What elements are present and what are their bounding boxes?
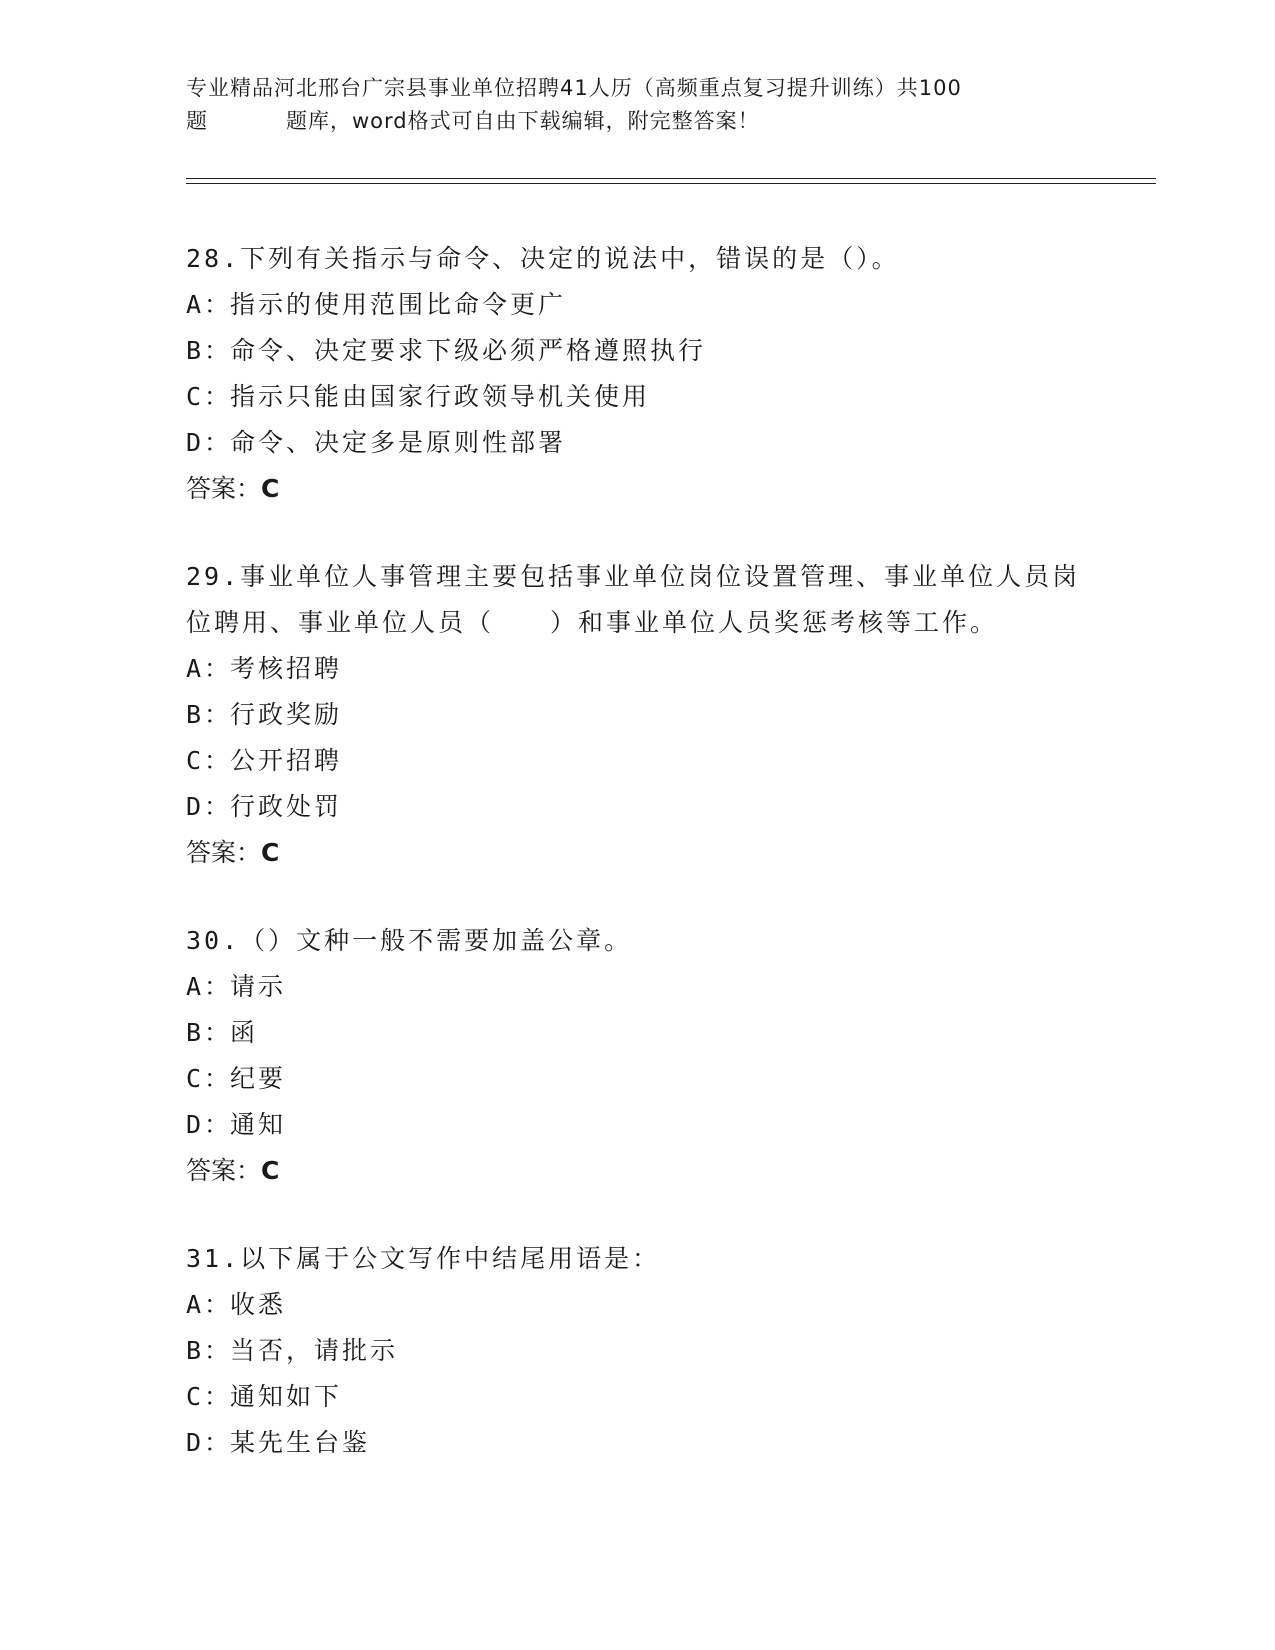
question-29 (186, 554, 1086, 876)
answer-value: C (261, 1156, 280, 1185)
option-text: 指示只能由国家行政领导机关使用 (230, 382, 651, 411)
option-text: 行政处罚 (230, 792, 343, 821)
header-line-2-tail: 题库，word格式可自由下载编辑，附完整答案！ (286, 109, 760, 133)
option-c (186, 1056, 1086, 1102)
option-label: C： (186, 1064, 233, 1093)
answer (186, 466, 1086, 512)
option-label: B： (186, 336, 233, 365)
question-text: 30.（）文种一般不需要加盖公章。 (186, 926, 633, 955)
option-label: C： (186, 382, 233, 411)
option-label: B： (186, 700, 233, 729)
question-text: 31.以下属于公文写作中结尾用语是： (186, 1244, 661, 1273)
question-text: 29.事业单位人事管理主要包括事业单位岗位设置管理、事业单位人员岗位聘用、事业单位人员（ ）和事业单位人员奖惩考核等工作。 (186, 562, 1081, 637)
option-a (186, 1282, 1086, 1328)
option-d (186, 784, 1086, 830)
option-label: A： (186, 654, 233, 683)
option-label: C： (186, 1382, 233, 1411)
option-c (186, 1374, 1086, 1420)
option-text: 命令、决定多是原则性部署 (230, 428, 567, 457)
header-divider-top (186, 178, 1156, 179)
header-line-2-head: 题 (186, 109, 208, 133)
option-label: C： (186, 746, 233, 775)
option-text: 通知如下 (230, 1382, 343, 1411)
option-d (186, 1102, 1086, 1148)
option-label: A： (186, 972, 233, 1001)
option-text: 公开招聘 (230, 746, 343, 775)
option-c (186, 374, 1086, 420)
option-text: 指示的使用范围比命令更广 (230, 290, 567, 319)
option-label: D： (186, 792, 233, 821)
option-label: A： (186, 290, 233, 319)
question-30 (186, 918, 1086, 1194)
option-label: B： (186, 1018, 233, 1047)
answer (186, 830, 1086, 876)
question-31 (186, 1236, 1086, 1466)
answer-label: 答案： (186, 1156, 262, 1185)
answer-value: C (261, 838, 280, 867)
question-text: 28.下列有关指示与命令、决定的说法中，错误的是（）。 (186, 244, 900, 273)
answer (186, 1148, 1086, 1194)
option-d (186, 420, 1086, 466)
option-label: B： (186, 1336, 233, 1365)
option-b (186, 692, 1086, 738)
option-label: A： (186, 1290, 233, 1319)
header-line-2 (186, 105, 1086, 138)
option-b (186, 328, 1086, 374)
question-28 (186, 236, 1086, 512)
option-label: D： (186, 1428, 233, 1457)
option-b (186, 1010, 1086, 1056)
answer-label: 答案： (186, 838, 262, 867)
option-text: 通知 (230, 1110, 287, 1139)
option-text: 行政奖励 (230, 700, 343, 729)
option-d (186, 1420, 1086, 1466)
option-text: 纪要 (230, 1064, 287, 1093)
header-line-1: 专业精品河北邢台广宗县事业单位招聘41人历（高频重点复习提升训练）共100 (186, 76, 962, 100)
option-text: 收悉 (230, 1290, 287, 1319)
header-divider-bottom (186, 183, 1156, 184)
option-label: D： (186, 428, 233, 457)
question-list (186, 236, 1086, 1508)
option-text: 考核招聘 (230, 654, 343, 683)
option-a (186, 282, 1086, 328)
option-c (186, 738, 1086, 784)
document-header (186, 72, 1086, 138)
option-text: 命令、决定要求下级必须严格遵照执行 (230, 336, 707, 365)
option-text: 函 (230, 1018, 259, 1047)
option-text: 某先生台鉴 (230, 1428, 371, 1457)
answer-value: C (261, 474, 280, 503)
option-text: 请示 (230, 972, 287, 1001)
answer-label: 答案： (186, 474, 262, 503)
option-label: D： (186, 1110, 233, 1139)
option-a (186, 964, 1086, 1010)
option-a (186, 646, 1086, 692)
option-b (186, 1328, 1086, 1374)
option-text: 当否，请批示 (230, 1336, 399, 1365)
